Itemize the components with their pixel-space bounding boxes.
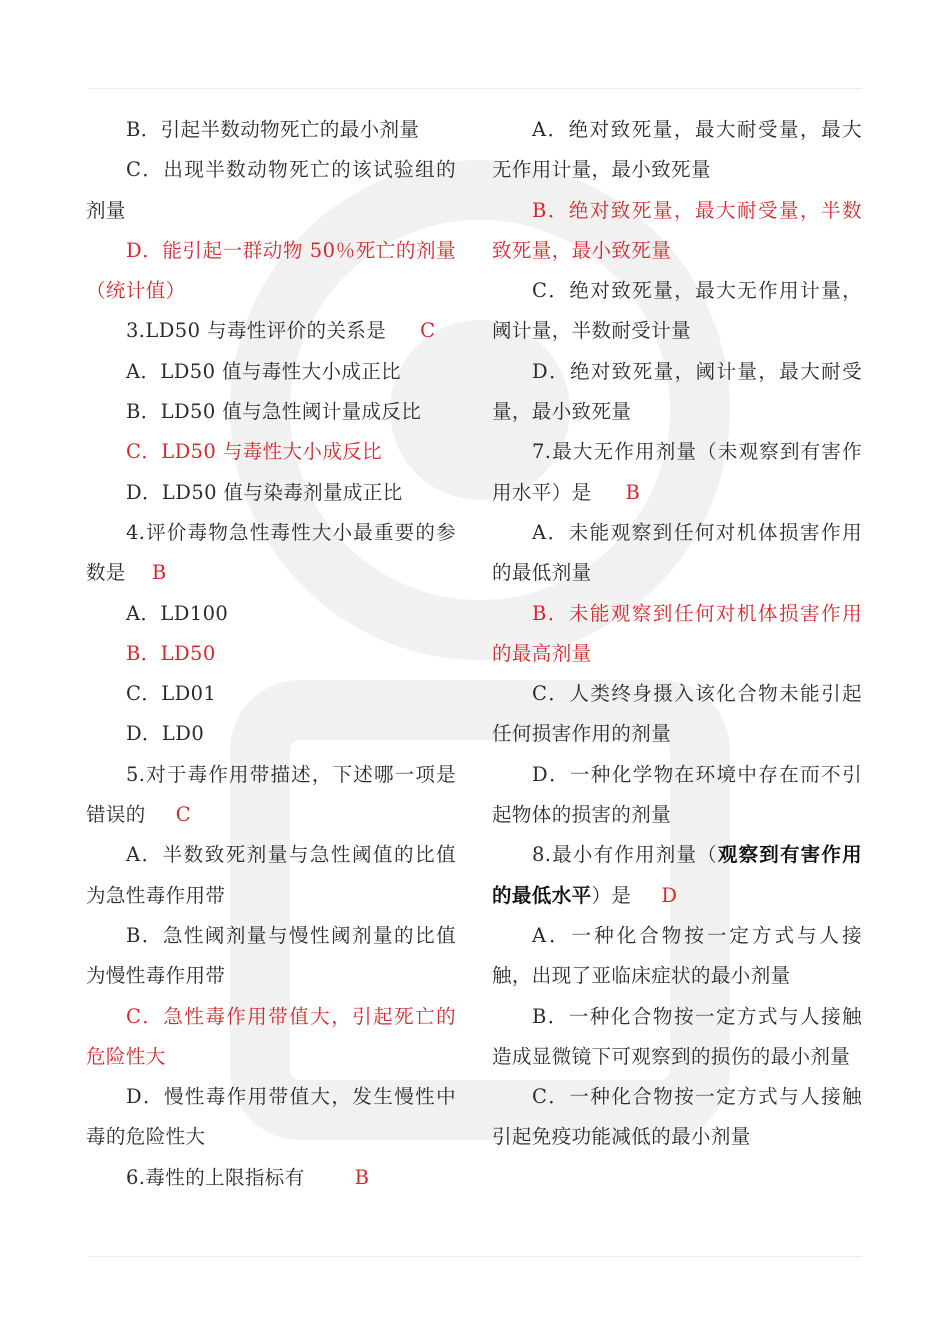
q8-question-suffix: ）是 [591,883,632,907]
q3-answer: C [420,319,436,343]
q4-option-d: D．LD0 [126,722,205,746]
q6-answer: B [354,1165,370,1189]
q4-answer: B [151,561,167,585]
q5-question [86,755,456,836]
q8-question-prefix: 8.最小有作用剂量（ [532,843,718,867]
q4-question [86,513,456,594]
q2-option-b: B．引起半数动物死亡的最小剂量 [126,118,420,141]
q7-option-c: C．人类终身摄入该化合物未能引起任何损害作用的剂量 [492,682,862,746]
bottom-divider [88,1256,862,1257]
q5-option-c-correct: C．急性毒作用带值大，引起死亡的危险性大 [86,1004,456,1068]
q6-option-a: A．绝对致死量，最大耐受量，最大无作用计量，最小致死量 [492,118,862,182]
q6-question-text: 6.毒性的上限指标有 [126,1165,305,1189]
q4-option-b-correct: B．LD50 [126,641,216,665]
q8-question [492,835,862,916]
q4-question-text: 4.评价毒物急性毒性大小最重要的参数是 [86,520,456,585]
q3-question [86,311,456,351]
q2-option-d-correct: D．能引起一群动物 50％死亡的剂量（统计值） [86,238,456,303]
q3-option-a: A．LD50 值与毒性大小成正比 [126,359,402,383]
q7-answer: B [625,480,641,504]
q7-option-d: D．一种化学物在环境中存在而不引起物体的损害的剂量 [492,762,862,827]
q3-option-b: B．LD50 值与急性阈计量成反比 [126,400,422,424]
q6-option-c: C．绝对致死量，最大无作用计量，阈计量，半数耐受计量 [492,279,862,343]
q5-answer: C [175,803,192,827]
q7-question-text: 7.最大无作用剂量（未观察到有害作用水平）是 [492,440,862,504]
q7-question [492,432,862,513]
q5-option-b: B．急性阈剂量与慢性阈剂量的比值为慢性毒作用带 [86,923,456,988]
q3-question-text: 3.LD50 与毒性评价的关系是 [126,319,387,343]
q5-option-a: A．半数致死剂量与急性阈值的比值为急性毒作用带 [86,843,456,907]
q2-option-c: C．出现半数动物死亡的该试验组的剂量 [86,158,456,222]
q8-option-b: B．一种化合物按一定方式与人接触造成显微镜下可观察到的损伤的最小剂量 [492,1004,862,1068]
top-divider [88,88,862,89]
left-column [86,110,456,1198]
q7-option-a: A．未能观察到任何对机体损害作用的最低剂量 [492,520,862,585]
q5-question-text: 5.对于毒作用带描述，下述哪一项是错误的 [86,762,456,827]
q8-option-a: A．一种化合物按一定方式与人接触，出现了亚临床症状的最小剂量 [492,923,862,988]
q8-answer: D [661,883,678,907]
q4-option-c: C．LD01 [126,682,217,706]
q6-option-b-correct: B．绝对致死量，最大耐受量，半数致死量，最小致死量 [492,198,862,262]
q3-option-d: D．LD50 值与染毒剂量成正比 [126,480,403,504]
q6-option-d: D．绝对致死量，阈计量，最大耐受量，最小致死量 [492,359,862,424]
q5-option-d: D．慢性毒作用带值大，发生慢性中毒的危险性大 [86,1085,456,1149]
q3-option-c-correct: C．LD50 与毒性大小成反比 [126,440,383,464]
q8-option-c: C．一种化合物按一定方式与人接触引起免疫功能减低的最小剂量 [492,1085,862,1149]
right-column [492,110,862,1158]
q4-option-a: A．LD100 [126,601,229,625]
q7-option-b-correct: B．未能观察到任何对机体损害作用的最高剂量 [492,601,862,665]
q6-question [86,1158,456,1198]
q8-question-bold: 观察到有害作用的最低水平 [492,843,862,907]
